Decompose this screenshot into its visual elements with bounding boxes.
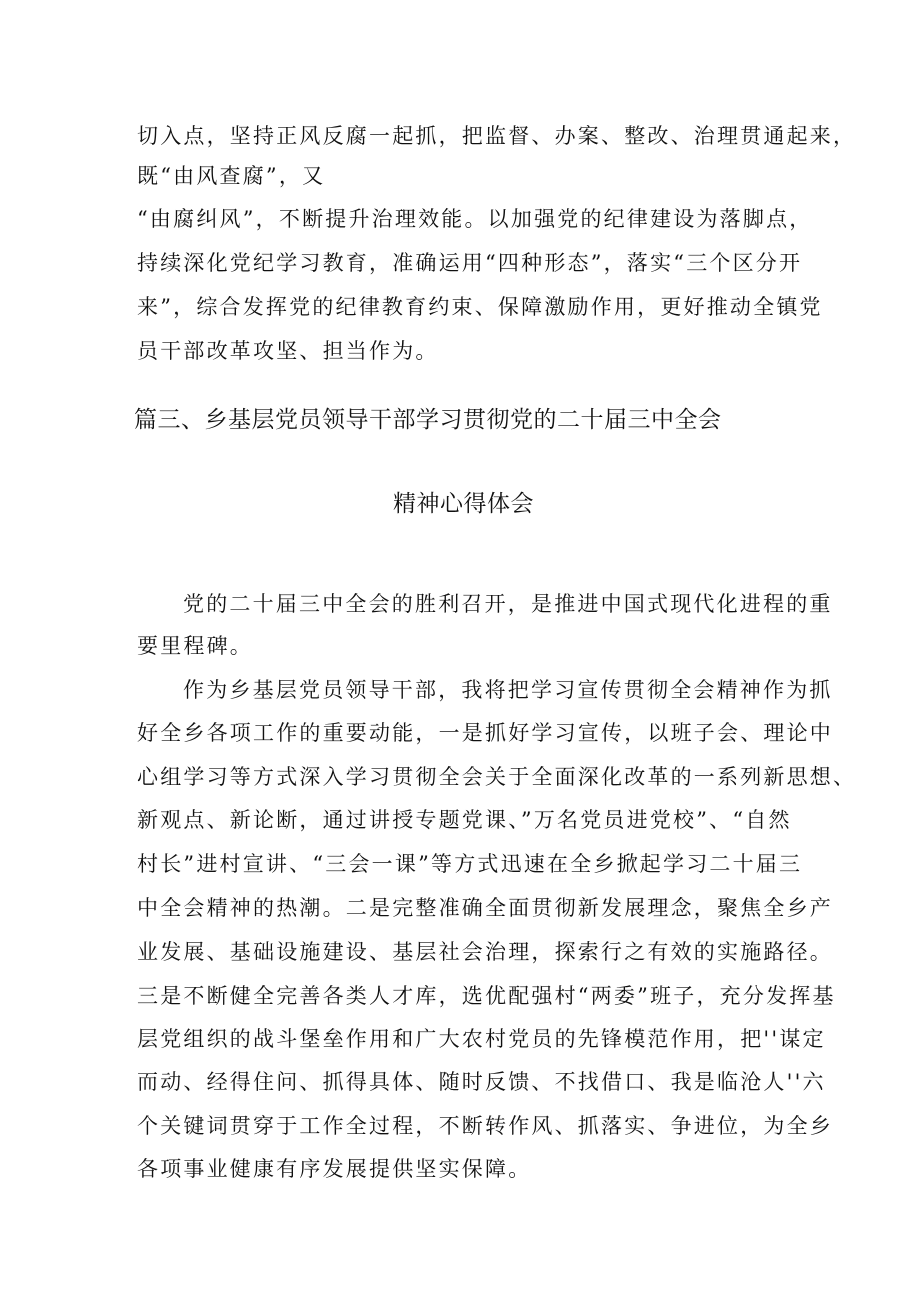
section-heading-line1: 篇三、乡基层党员领导干部学习贯彻党的二十届三中全会: [134, 407, 722, 433]
text-line: 员干部改革攻坚、担当作为。: [137, 339, 439, 363]
text-line: 好全乡各项工作的重要动能，一是抓好学习宣传，以班子会、理论中: [137, 721, 833, 745]
text-line: 中全会精神的热潮。二是完整准确全面贯彻新发展理念，聚焦全乡产: [137, 896, 833, 920]
text-line: 来”，综合发挥党的纪律教育约束、保障激励作用，更好推动全镇党: [137, 295, 823, 319]
text-line: 层党组织的战斗堡垒作用和广大农村党员的先锋模范作用，把''谋定: [137, 1027, 826, 1051]
section-heading-line2: 精神心得体会: [393, 491, 534, 517]
text-line: 既“由风查腐”，又: [137, 164, 326, 188]
text-line: 新观点、新论断，通过讲授专题党课、”万名党员进党校”、“自然: [137, 808, 792, 832]
text-line: 业发展、基础设施建设、基层社会治理，探索行之有效的实施路径。: [137, 940, 833, 964]
text-line: 要里程碑。: [137, 634, 253, 658]
text-line: “由腐纠风”，不断提升治理效能。以加强党的纪律建设为落脚点，: [137, 207, 813, 231]
text-line: 持续深化党纪学习教育，准确运用“四种形态”，落实“三个区分开: [137, 251, 803, 275]
text-line: 各项事业健康有序发展提供坚实保障。: [137, 1157, 532, 1181]
text-line: 三是不断健全完善各类人才库，选优配强村“两委”班子，充分发挥基: [137, 984, 836, 1008]
text-line: 个关键词贯穿于工作全过程，不断转作风、抓落实、争进位，为全乡: [137, 1114, 833, 1138]
text-line: 切入点，坚持正风反腐一起抓，把监督、办案、整改、治理贯通起来，: [137, 124, 857, 148]
text-line: 心组学习等方式深入学习贯彻全会关于全面深化改革的一系列新思想、: [137, 765, 857, 789]
text-line: 村长”进村宣讲、“三会一课”等方式迅速在全乡掀起学习二十届三: [137, 852, 803, 876]
text-line: 而动、经得住问、抓得具体、随时反馈、不找借口、我是临沧人''六: [137, 1070, 826, 1094]
text-line: 党的二十届三中全会的胜利召开，是推进中国式现代化进程的重: [183, 592, 833, 616]
text-line: 作为乡基层党员领导干部，我将把学习宣传贯彻全会精神作为抓: [183, 678, 833, 702]
